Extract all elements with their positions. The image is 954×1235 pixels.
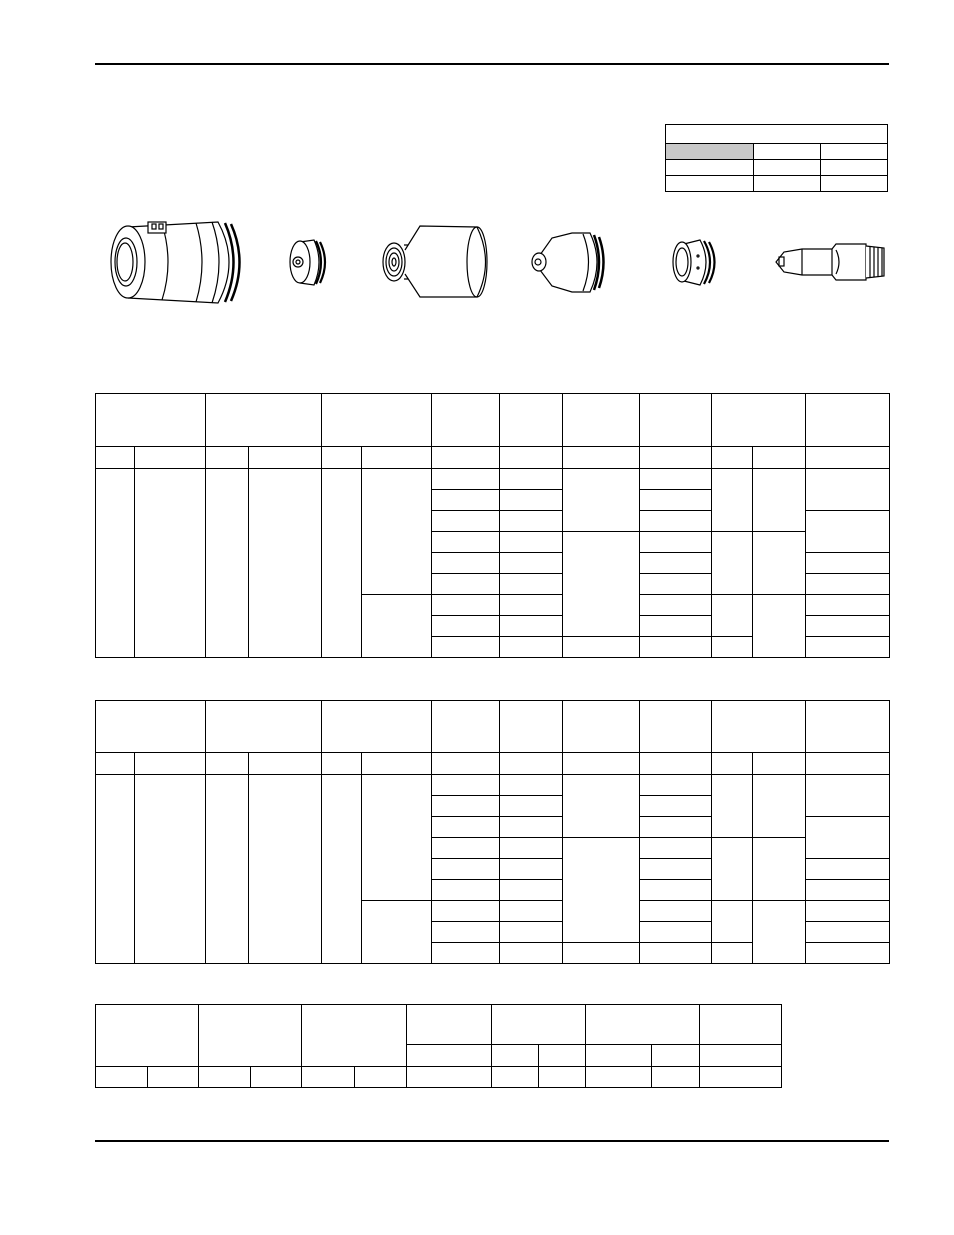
data-cell xyxy=(432,922,500,943)
data-cell xyxy=(563,943,640,964)
data-cell xyxy=(492,1067,539,1088)
key-cell xyxy=(821,160,888,176)
data-cell xyxy=(753,532,806,595)
data-cell xyxy=(432,901,500,922)
subheader-cell xyxy=(362,447,432,469)
subheader-cell xyxy=(135,447,206,469)
data-cell xyxy=(322,775,362,964)
data-cell xyxy=(806,637,890,658)
data-cell xyxy=(355,1067,407,1088)
data-cell xyxy=(432,796,500,817)
data-cell xyxy=(806,775,890,817)
data-cell xyxy=(652,1067,700,1088)
subheader-cell xyxy=(563,753,640,775)
data-cell xyxy=(500,796,563,817)
subheader-cell xyxy=(492,1045,539,1067)
data-cell xyxy=(96,775,135,964)
data-cell xyxy=(432,469,500,490)
data-cell xyxy=(148,1067,199,1088)
data-cell xyxy=(640,532,712,553)
data-cell xyxy=(302,1067,355,1088)
data-cell xyxy=(700,1067,782,1088)
data-cell xyxy=(432,574,500,595)
data-cell xyxy=(362,595,432,658)
data-cell xyxy=(806,817,890,859)
subheader-cell xyxy=(563,447,640,469)
key-cell xyxy=(754,160,821,176)
subheader-cell xyxy=(96,447,135,469)
data-cell xyxy=(586,1067,652,1088)
data-cell xyxy=(753,901,806,964)
data-cell xyxy=(251,1067,302,1088)
electrode-icon xyxy=(776,244,884,280)
data-cell xyxy=(539,1067,586,1088)
header-cell xyxy=(407,1005,492,1045)
data-cell xyxy=(712,532,753,595)
header-cell xyxy=(712,701,806,753)
subheader-cell xyxy=(806,753,890,775)
subheader-cell xyxy=(712,753,753,775)
header-cell xyxy=(586,1005,700,1045)
retaining-cap-icon xyxy=(383,226,487,297)
data-cell xyxy=(500,595,563,616)
data-cell xyxy=(432,775,500,796)
data-cell xyxy=(500,838,563,859)
data-cell xyxy=(500,469,563,490)
shield-icon xyxy=(290,240,325,285)
data-cell xyxy=(712,943,753,964)
data-cell xyxy=(640,943,712,964)
data-cell xyxy=(806,595,890,616)
subheader-cell xyxy=(753,447,806,469)
data-cell xyxy=(753,838,806,901)
data-cell xyxy=(640,490,712,511)
header-cell xyxy=(96,701,206,753)
subheader-cell xyxy=(700,1045,782,1067)
data-cell xyxy=(640,553,712,574)
data-cell xyxy=(249,775,322,964)
header-cell xyxy=(322,701,432,753)
data-cell xyxy=(806,943,890,964)
data-cell xyxy=(362,901,432,964)
data-cell xyxy=(135,775,206,964)
data-cell xyxy=(322,469,362,658)
subheader-cell xyxy=(206,753,249,775)
data-cell xyxy=(563,469,640,532)
data-cell xyxy=(806,553,890,574)
key-cell xyxy=(821,176,888,192)
subheader-cell xyxy=(322,447,362,469)
process-table-1 xyxy=(95,393,890,658)
swirl-ring-icon xyxy=(673,240,715,285)
data-cell xyxy=(500,490,563,511)
header-cell xyxy=(806,394,890,447)
data-cell xyxy=(563,637,640,658)
subheader-cell xyxy=(96,753,135,775)
data-cell xyxy=(500,553,563,574)
header-cell xyxy=(563,394,640,447)
subheader-cell xyxy=(586,1045,652,1067)
data-cell xyxy=(640,838,712,859)
data-cell xyxy=(206,775,249,964)
data-cell xyxy=(500,775,563,796)
header-cell xyxy=(432,701,500,753)
subheader-cell xyxy=(640,447,712,469)
header-cell xyxy=(712,394,806,447)
header-cell xyxy=(700,1005,782,1045)
data-cell xyxy=(206,469,249,658)
data-cell xyxy=(500,574,563,595)
data-cell xyxy=(806,922,890,943)
header-cell xyxy=(302,1005,407,1067)
subheader-cell xyxy=(249,447,322,469)
header-cell xyxy=(96,1005,199,1067)
data-cell xyxy=(432,511,500,532)
header-cell xyxy=(500,394,563,447)
data-cell xyxy=(432,532,500,553)
subheader-cell xyxy=(432,447,500,469)
data-cell xyxy=(407,1067,492,1088)
subheader-cell xyxy=(539,1045,586,1067)
header-cell xyxy=(322,394,432,447)
data-cell xyxy=(500,637,563,658)
data-cell xyxy=(712,637,753,658)
header-cell xyxy=(206,701,322,753)
data-cell xyxy=(640,817,712,838)
data-cell xyxy=(640,595,712,616)
data-cell xyxy=(199,1067,251,1088)
data-cell xyxy=(806,859,890,880)
data-cell xyxy=(753,595,806,658)
data-cell xyxy=(640,859,712,880)
subheader-cell xyxy=(712,447,753,469)
header-cell xyxy=(432,394,500,447)
subheader-cell xyxy=(500,753,563,775)
data-cell xyxy=(432,817,500,838)
subheader-cell xyxy=(806,447,890,469)
data-cell xyxy=(640,511,712,532)
header-cell xyxy=(806,701,890,753)
data-cell xyxy=(432,553,500,574)
key-cell xyxy=(754,176,821,192)
data-cell xyxy=(432,943,500,964)
footer-rule xyxy=(95,1140,889,1142)
header-cell xyxy=(492,1005,586,1045)
data-cell xyxy=(432,637,500,658)
header-cell xyxy=(206,394,322,447)
data-cell xyxy=(640,922,712,943)
header-cell xyxy=(640,701,712,753)
header-cell xyxy=(563,701,640,753)
key-cell xyxy=(666,144,754,160)
data-cell xyxy=(753,775,806,838)
data-cell xyxy=(432,838,500,859)
key-cell xyxy=(666,160,754,176)
data-cell xyxy=(712,775,753,838)
data-cell xyxy=(640,469,712,490)
data-cell xyxy=(362,775,432,901)
data-cell xyxy=(806,616,890,637)
header-cell xyxy=(199,1005,302,1067)
data-cell xyxy=(753,469,806,532)
subheader-cell xyxy=(500,447,563,469)
key-cell xyxy=(821,144,888,160)
shield-cap-icon xyxy=(111,222,240,303)
data-cell xyxy=(500,511,563,532)
data-cell xyxy=(500,616,563,637)
data-cell xyxy=(806,469,890,511)
subheader-cell xyxy=(432,753,500,775)
data-cell xyxy=(712,901,753,943)
data-cell xyxy=(500,922,563,943)
header-cell xyxy=(640,394,712,447)
header-cell xyxy=(500,701,563,753)
data-cell xyxy=(640,574,712,595)
data-cell xyxy=(806,511,890,553)
data-cell xyxy=(640,796,712,817)
subheader-cell xyxy=(407,1045,492,1067)
data-cell xyxy=(712,595,753,637)
data-cell xyxy=(432,880,500,901)
subheader-cell xyxy=(135,753,206,775)
subheader-cell xyxy=(249,753,322,775)
data-cell xyxy=(500,943,563,964)
data-cell xyxy=(640,901,712,922)
data-cell xyxy=(712,838,753,901)
subheader-cell xyxy=(652,1045,700,1067)
data-cell xyxy=(432,595,500,616)
data-cell xyxy=(432,490,500,511)
data-cell xyxy=(806,574,890,595)
key-table xyxy=(665,124,888,192)
data-cell xyxy=(96,469,135,658)
subheader-cell xyxy=(753,753,806,775)
subheader-cell xyxy=(362,753,432,775)
data-cell xyxy=(432,859,500,880)
data-cell xyxy=(135,469,206,658)
key-cell xyxy=(666,176,754,192)
data-cell xyxy=(712,469,753,532)
data-cell xyxy=(563,775,640,838)
data-cell xyxy=(806,901,890,922)
data-cell xyxy=(806,880,890,901)
data-cell xyxy=(640,637,712,658)
nozzle-icon xyxy=(532,233,604,292)
data-cell xyxy=(432,616,500,637)
data-cell xyxy=(563,532,640,637)
process-table-2 xyxy=(95,700,890,964)
key-cell xyxy=(754,144,821,160)
data-cell xyxy=(500,901,563,922)
key-table-title xyxy=(666,125,888,144)
data-cell xyxy=(362,469,432,595)
data-cell xyxy=(563,838,640,943)
data-cell xyxy=(500,859,563,880)
subheader-cell xyxy=(640,753,712,775)
data-cell xyxy=(500,817,563,838)
header-rule xyxy=(95,63,889,65)
data-cell xyxy=(500,880,563,901)
data-cell xyxy=(640,880,712,901)
data-cell xyxy=(96,1067,148,1088)
subheader-cell xyxy=(206,447,249,469)
header-cell xyxy=(96,394,206,447)
data-cell xyxy=(640,616,712,637)
data-cell xyxy=(640,775,712,796)
summary-table xyxy=(95,1004,782,1088)
data-cell xyxy=(249,469,322,658)
subheader-cell xyxy=(322,753,362,775)
data-cell xyxy=(500,532,563,553)
